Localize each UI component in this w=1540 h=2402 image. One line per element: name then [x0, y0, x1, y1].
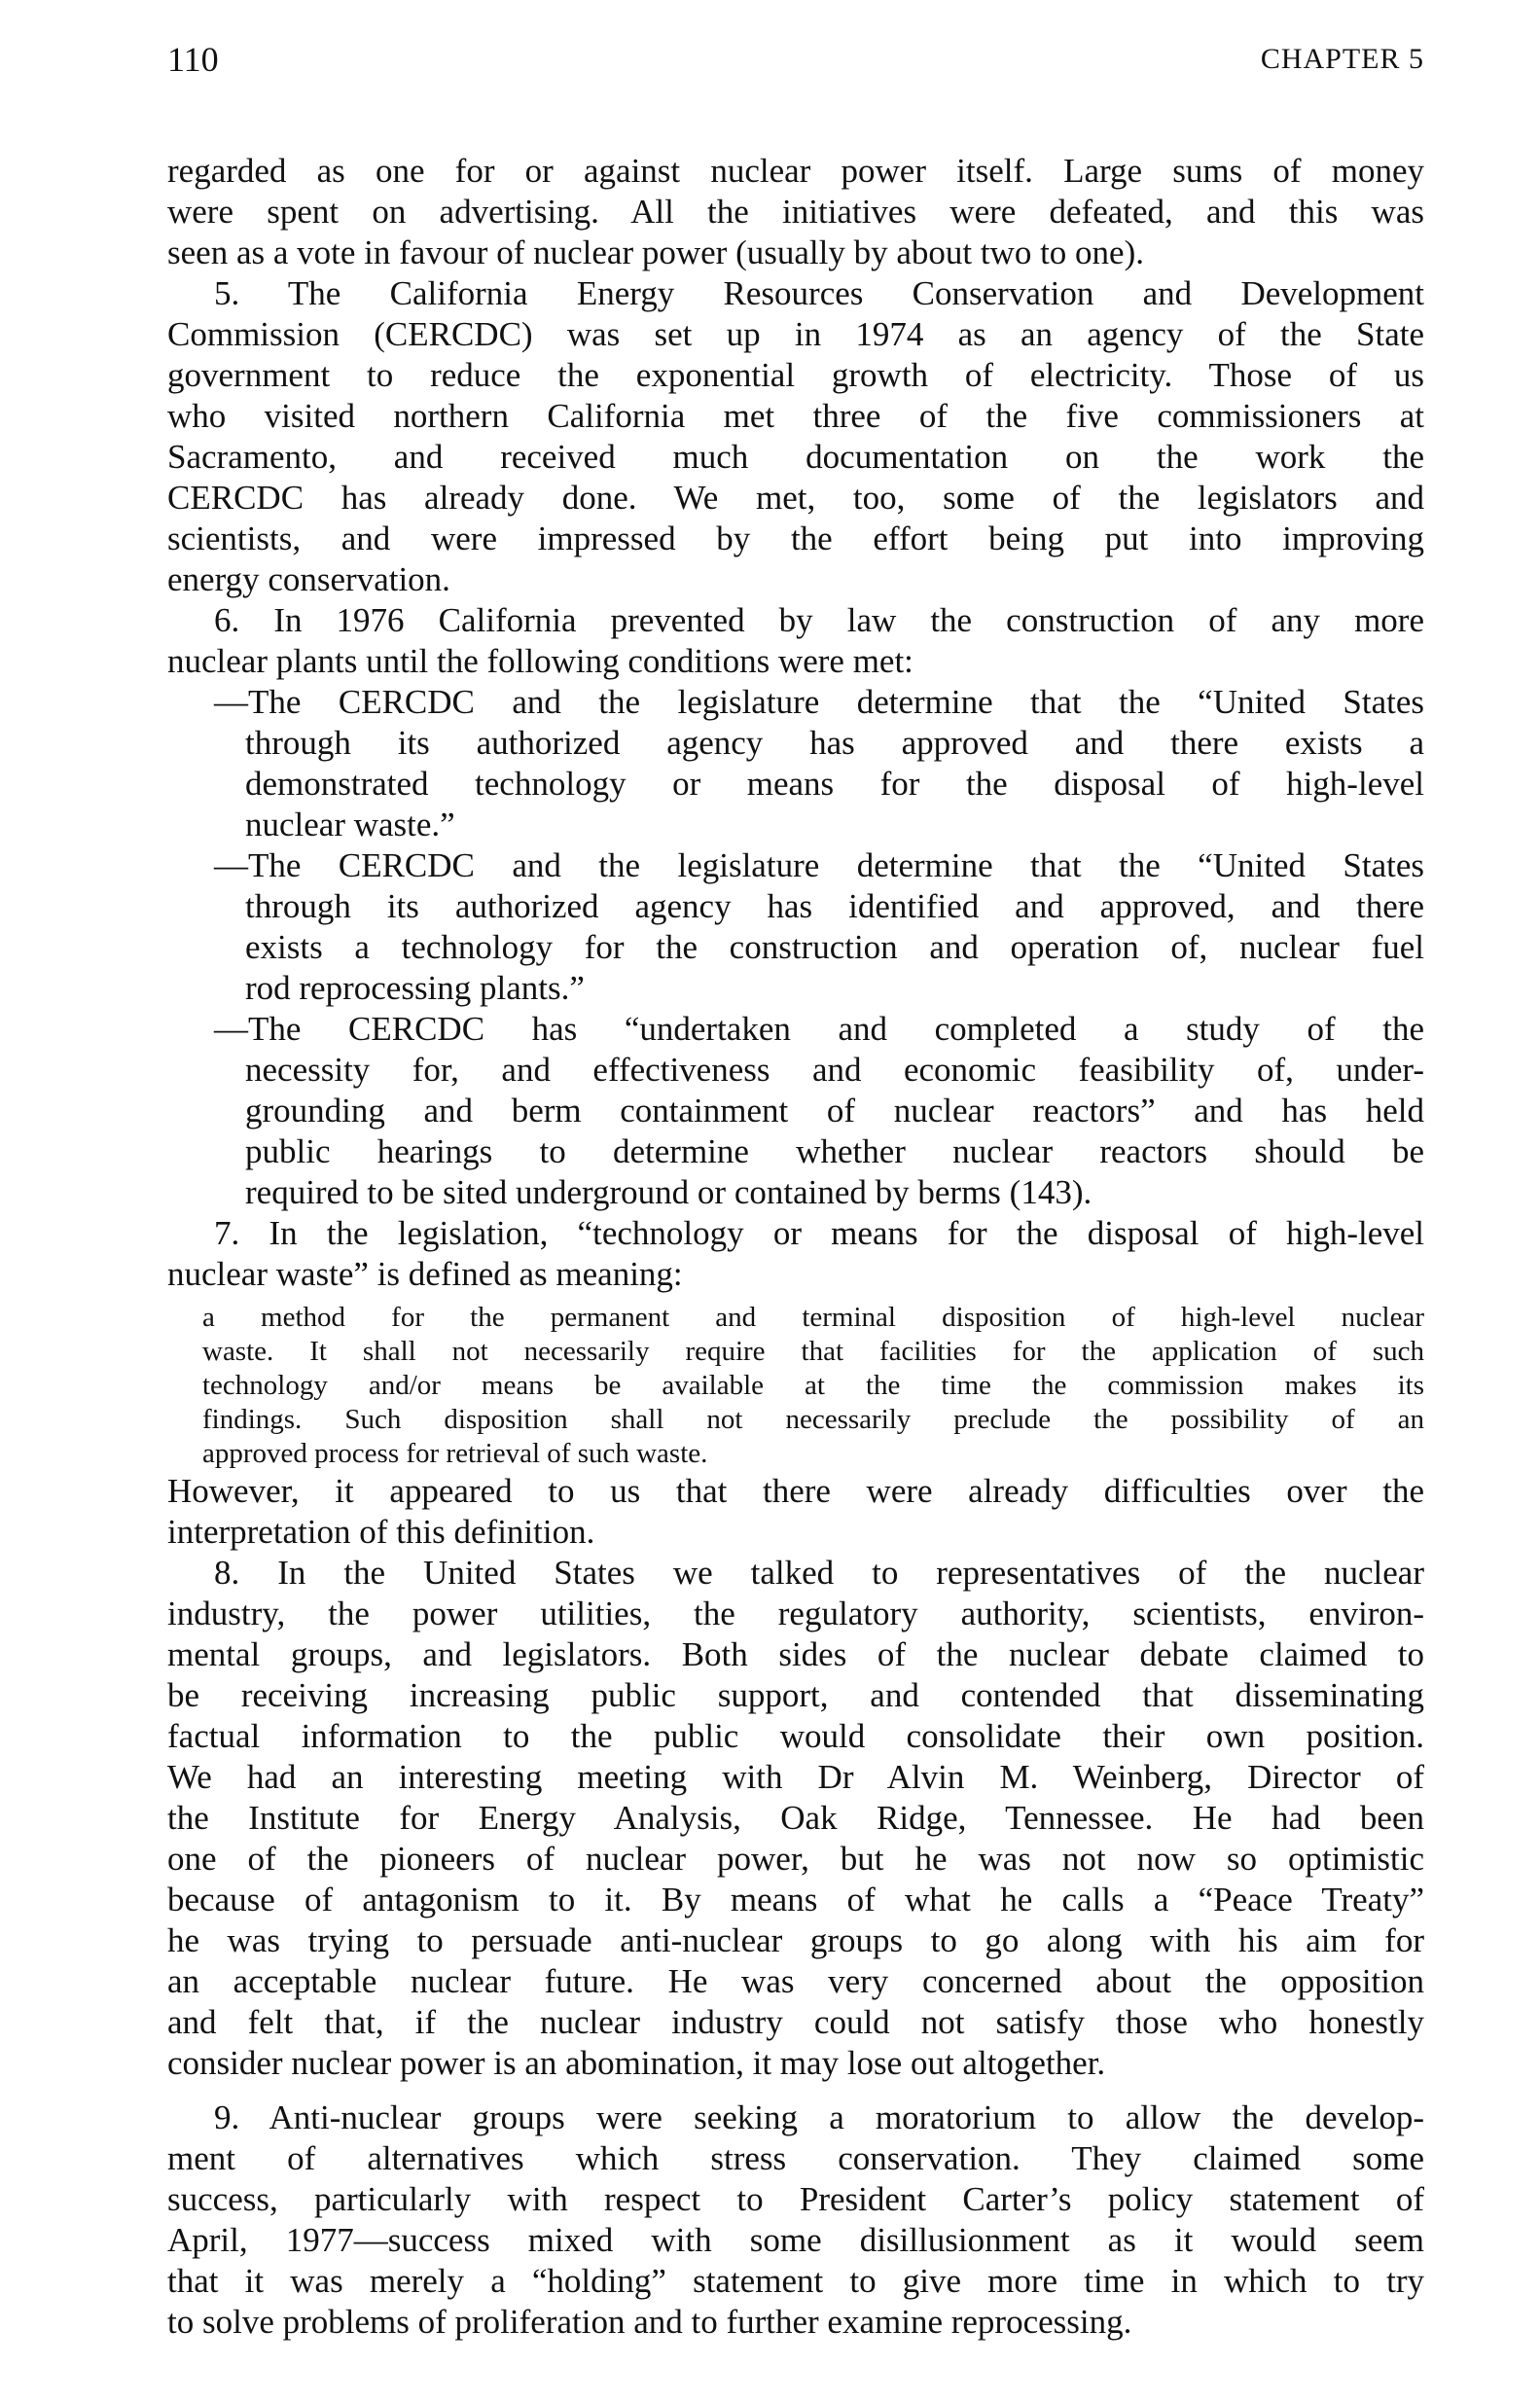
- paragraph-6: [167, 600, 1424, 1213]
- text-line: necessity for, and effectiveness and economic feasibility of, under-: [245, 1051, 1424, 1089]
- text-line: 8. In the United States we talked to representatives of the nuclear: [214, 1554, 1424, 1592]
- text-line: demonstrated technology or means for the disposal of high-level: [245, 765, 1424, 803]
- page-number: 110: [167, 40, 219, 79]
- text-line: factual information to the public would consolidate their own position.: [167, 1717, 1424, 1755]
- text-line: April, 1977—success mixed with some disillusionment as it would seem: [167, 2221, 1424, 2259]
- condition-item: [167, 845, 1424, 1009]
- text-line: We had an interesting meeting with Dr Alvin M. Weinberg, Director of: [167, 1758, 1424, 1796]
- quote-line: a method for the permanent and terminal disposition of high-level nuclear: [202, 1302, 1424, 1333]
- text-line: rod reprocessing plants.”: [245, 969, 585, 1007]
- quote-line: waste. It shall not necessarily require that facilities for the application of such: [202, 1336, 1424, 1367]
- text-line: —The CERCDC has “undertaken and completed a study of the: [214, 1010, 1424, 1048]
- text-line: exists a technology for the construction and operation of, nuclear fuel: [245, 928, 1424, 966]
- text-line: through its authorized agency has approved and there exists a: [245, 724, 1424, 762]
- block-quote: [167, 1301, 1424, 1471]
- text-line: required to be sited underground or contained by berms (143).: [245, 1173, 1092, 1211]
- text-line: and felt that, if the nuclear industry could not satisfy those who honestly: [167, 2003, 1424, 2041]
- paragraph-9: [167, 2097, 1424, 2343]
- text-line: scientists, and were impressed by the effort being put into improving: [167, 520, 1424, 557]
- text-line: the Institute for Energy Analysis, Oak Ridge, Tennessee. He had been: [167, 1799, 1424, 1837]
- text-line: interpretation of this definition.: [167, 1513, 595, 1551]
- quote-line: findings. Such disposition shall not necessarily preclude the possibility of an: [202, 1404, 1424, 1435]
- text-line: 6. In 1976 California prevented by law the construction of any more: [214, 601, 1424, 639]
- text-line: regarded as one for or against nuclear power itself. Large sums of money: [167, 152, 1424, 190]
- text-line: who visited northern California met three of the five commissioners at: [167, 397, 1424, 435]
- condition-item: [167, 1009, 1424, 1213]
- condition-item: [167, 682, 1424, 845]
- paragraph-7: [167, 1213, 1424, 1553]
- text-line: mental groups, and legislators. Both sides of the nuclear debate claimed to: [167, 1635, 1424, 1673]
- text-line: to solve problems of proliferation and to further examine reprocessing.: [167, 2303, 1132, 2341]
- text-line: 9. Anti-nuclear groups were seeking a moratorium to allow the develop-: [214, 2098, 1424, 2136]
- text-line: CERCDC has already done. We met, too, some of the legislators and: [167, 479, 1424, 517]
- text-line: nuclear waste” is defined as meaning:: [167, 1255, 683, 1293]
- text-line: —The CERCDC and the legislature determine that the “United States: [214, 846, 1424, 884]
- text-line: However, it appeared to us that there were already difficulties over the: [167, 1472, 1424, 1510]
- text-line: 7. In the legislation, “technology or means for the disposal of high-level: [214, 1214, 1424, 1252]
- paragraph-continuation: [167, 151, 1424, 273]
- text-line: —The CERCDC and the legislature determine that the “United States: [214, 683, 1424, 721]
- paragraph-5: [167, 273, 1424, 600]
- quote-line: technology and/or means be available at the time the commission makes its: [202, 1370, 1424, 1401]
- text-line: government to reduce the exponential growth of electricity. Those of us: [167, 356, 1424, 394]
- text-line: seen as a vote in favour of nuclear power (usually by about two to one).: [167, 233, 1144, 271]
- text-line: one of the pioneers of nuclear power, but he was not now so optimistic: [167, 1840, 1424, 1878]
- text-line: ment of alternatives which stress conservation. They claimed some: [167, 2139, 1424, 2177]
- text-line: Commission (CERCDC) was set up in 1974 as an agency of the State: [167, 315, 1424, 353]
- quote-line: approved process for retrieval of such waste.: [202, 1438, 708, 1469]
- spacer: [167, 2084, 1424, 2097]
- text-line: success, particularly with respect to President Carter’s policy statement of: [167, 2180, 1424, 2218]
- text-line: grounding and berm containment of nuclear reactors” and has held: [245, 1092, 1424, 1129]
- text-line: nuclear plants until the following conditions were met:: [167, 642, 913, 680]
- text-line: an acceptable nuclear future. He was very concerned about the opposition: [167, 1962, 1424, 2000]
- text-line: were spent on advertising. All the initiatives were defeated, and this was: [167, 193, 1424, 231]
- text-line: energy conservation.: [167, 560, 450, 598]
- text-line: that it was merely a “holding” statement to give more time in which to try: [167, 2262, 1424, 2300]
- page-body: [167, 151, 1424, 2343]
- text-line: public hearings to determine whether nuclear reactors should be: [245, 1132, 1424, 1170]
- page-header: [167, 39, 1424, 88]
- text-line: nuclear waste.”: [245, 806, 455, 843]
- text-line: through its authorized agency has identified and approved, and there: [245, 887, 1424, 925]
- paragraph-8: [167, 1553, 1424, 2084]
- running-head: CHAPTER 5: [1260, 43, 1424, 75]
- text-line: consider nuclear power is an abomination, it may lose out altogether.: [167, 2044, 1106, 2082]
- text-line: he was trying to persuade anti-nuclear groups to go along with his aim for: [167, 1921, 1424, 1959]
- text-line: be receiving increasing public support, and contended that disseminating: [167, 1676, 1424, 1714]
- text-line: industry, the power utilities, the regulatory authority, scientists, environ-: [167, 1595, 1424, 1632]
- text-line: Sacramento, and received much documentation on the work the: [167, 438, 1424, 476]
- text-line: because of antagonism to it. By means of what he calls a “Peace Treaty”: [167, 1881, 1424, 1918]
- text-line: 5. The California Energy Resources Conservation and Development: [214, 274, 1424, 312]
